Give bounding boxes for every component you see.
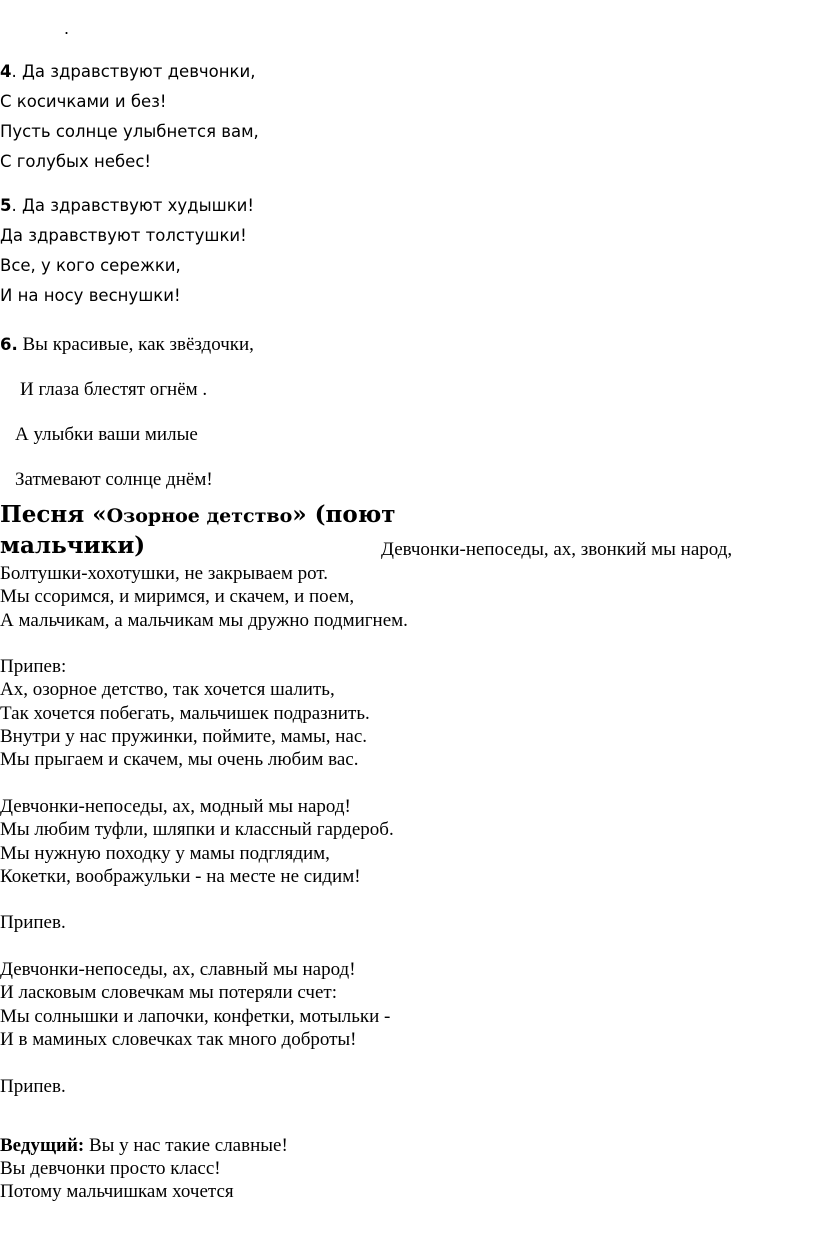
- verse-6-line-3: А улыбки ваши милые: [15, 424, 198, 445]
- song-title-line-2: мальчики): [0, 532, 146, 559]
- lyric-line: А мальчикам, а мальчикам мы дружно подмигнем.: [0, 609, 408, 631]
- chorus-reference: Припев.: [0, 1075, 66, 1097]
- verse-6-line-1: 6. Вы красивые, как звёздочки,: [0, 334, 254, 355]
- song-title: [0, 500, 396, 561]
- verse-5-line-4: И на носу веснушки!: [0, 286, 181, 305]
- verse-4: [0, 57, 259, 177]
- lyric-line: Внутри у нас пружинки, поймите, мамы, нас.: [0, 726, 368, 748]
- lyric-line: Девчонки-непоседы, ах, славный мы народ!: [0, 959, 356, 981]
- lyric-line: Ах, озорное детство, так хочется шалить,: [0, 679, 335, 701]
- verse-number: 6.: [0, 335, 18, 354]
- host-line-1: Ведущий: Вы у нас такие славные!: [0, 1134, 288, 1156]
- verse-4-line-1: 4. Да здравствуют девчонки,: [0, 62, 256, 81]
- host-label: Ведущий:: [0, 1134, 85, 1156]
- song-title-line-1: Песня «Озорное детство» (поют: [0, 501, 396, 528]
- lyric-line: Мы солнышки и лапочки, конфетки, мотыльки -: [0, 1005, 391, 1027]
- stray-dot: .: [64, 18, 70, 38]
- lyric-line: Так хочется побегать, мальчишек подразнить.: [0, 702, 370, 724]
- lyric-line: Девчонки-непоседы, ах, модный мы народ!: [0, 795, 351, 817]
- verse-4-line-3: Пусть солнце улыбнется вам,: [0, 122, 259, 141]
- lyric-line: Мы любим туфли, шляпки и классный гардероб.: [0, 819, 394, 841]
- lyric-line: Болтушки-хохотушки, не закрываем рот.: [0, 563, 328, 584]
- lyric-line: Кокетки, воображульки - на месте не сидим!: [0, 865, 361, 887]
- host-line-3: Потому мальчишкам хочется: [0, 1181, 234, 1203]
- verse-number: 5: [0, 196, 12, 215]
- verse-4-line-2: С косичками и без!: [0, 92, 167, 111]
- host-line-2: Вы девчонки просто класс!: [0, 1158, 221, 1180]
- verse-6-line-2: И глаза блестят огнём .: [20, 379, 208, 400]
- lyric-line: Мы ссоримся, и миримся, и скачем, и поем,: [0, 586, 355, 608]
- verse-number: 4: [0, 62, 12, 81]
- chorus-reference: Припев.: [0, 912, 66, 934]
- chorus-label: Припев:: [0, 656, 67, 678]
- verse-5-line-1: 5. Да здравствуют худышки!: [0, 196, 254, 215]
- lyric-line: И в маминых словечках так много доброты!: [0, 1028, 357, 1050]
- song-first-line: Девчонки-непоседы, ах, звонкий мы народ,: [381, 539, 733, 560]
- verse-5-line-2: Да здравствуют толстушки!: [0, 226, 247, 245]
- verse-4-line-4: С голубых небес!: [0, 152, 152, 171]
- verse-5: [0, 191, 254, 311]
- lyric-line: Мы прыгаем и скачем, мы очень любим вас.: [0, 749, 359, 771]
- verse-6-line-4: Затмевают солнце днём!: [15, 469, 213, 490]
- lyric-line: И ласковым словечкам мы потеряли счет:: [0, 982, 337, 1004]
- lyric-line: Мы нужную походку у мамы подглядим,: [0, 842, 330, 864]
- song-lyrics: [0, 562, 408, 1204]
- verse-5-line-3: Все, у кого сережки,: [0, 256, 181, 275]
